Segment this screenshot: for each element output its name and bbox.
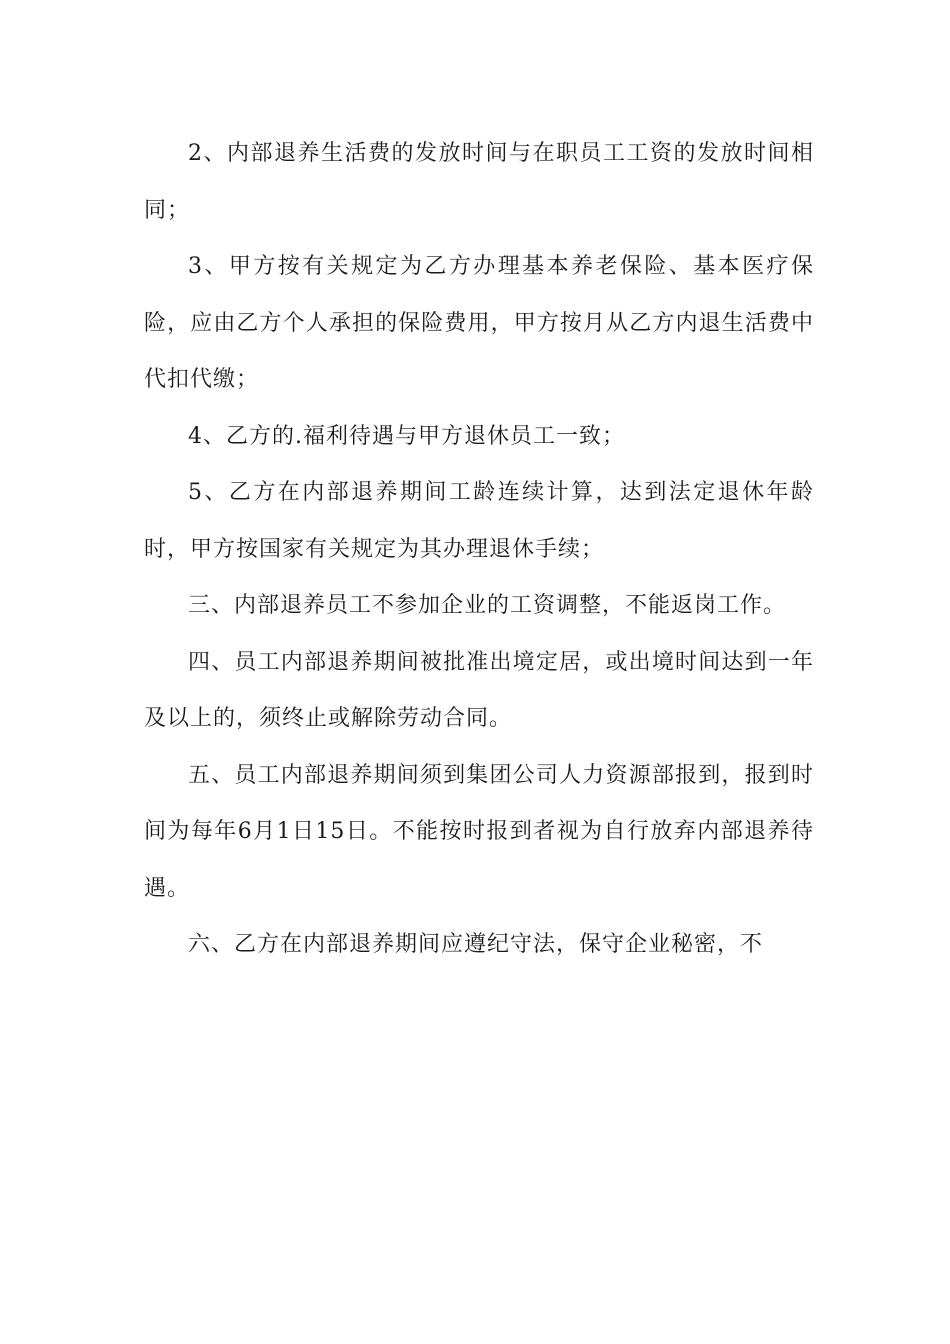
paragraph-section-5: 五、员工内部退养期间须到集团公司人力资源部报到，报到时间为每年6月1日15日。不能按时报到者视为自行放弃内部退养待遇。 (144, 762, 814, 901)
paragraph-item-5: 5、乙方在内部退养期间工龄连续计算，达到法定退休年龄时，甲方按国家有关规定为其办理退休手续； (144, 480, 814, 562)
paragraph-item-2: 2、内部退养生活费的发放时间与在职员工工资的发放时间相同； (144, 141, 814, 223)
paragraph-item-4: 4、乙方的.福利待遇与甲方退休员工一致； (188, 423, 625, 449)
document-body (144, 126, 814, 974)
paragraph-section-6: 六、乙方在内部退养期间应遵纪守法，保守企业秘密，不 (188, 932, 764, 957)
paragraph-item-3: 3、甲方按有关规定为乙方办理基本养老保险、基本医疗保险，应由乙方个人承担的保险费用，甲方按月从乙方内退生活费中代扣代缴； (144, 254, 814, 392)
paragraph-section-4: 四、员工内部退养期间被批准出境定居，或出境时间达到一年及以上的，须终止或解除劳动合同。 (144, 649, 814, 731)
paragraph-section-3: 三、内部退养员工不参加企业的工资调整，不能返岗工作。 (188, 593, 787, 618)
